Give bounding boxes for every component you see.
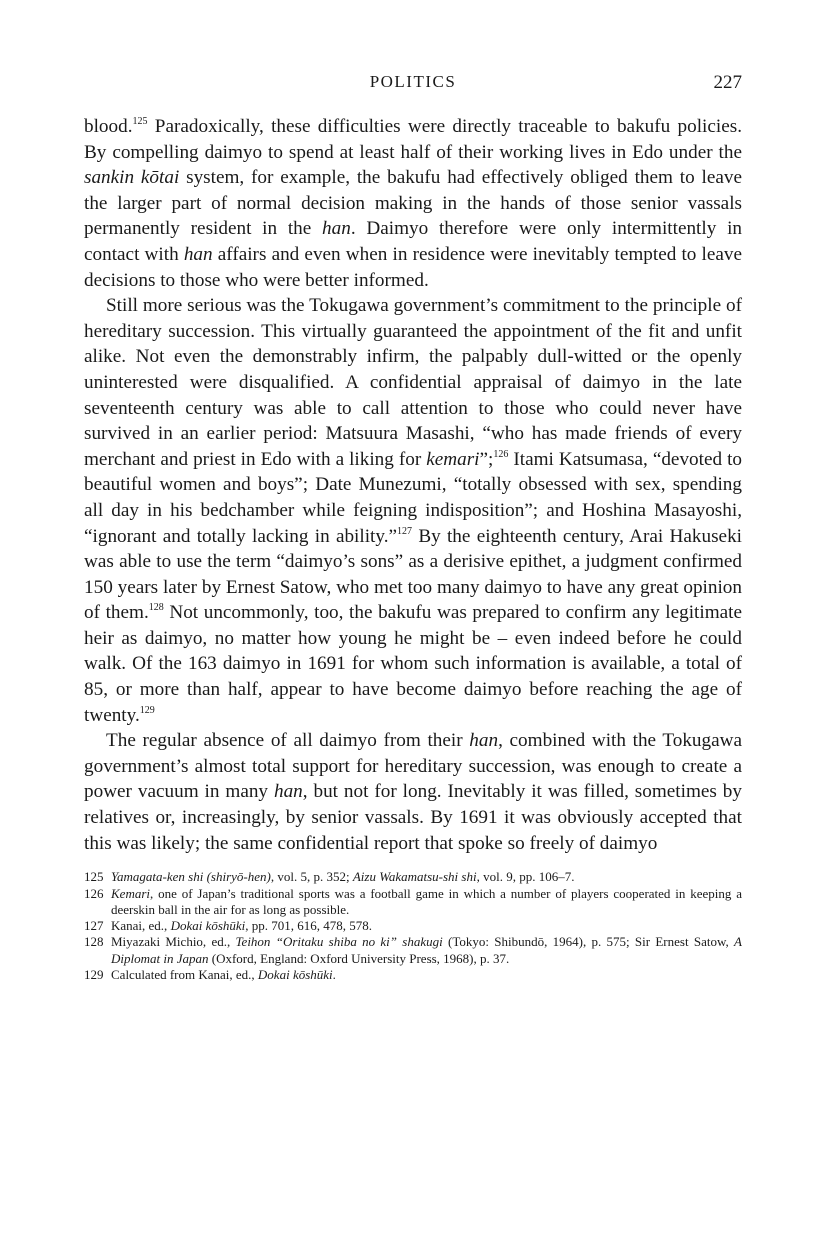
italic-term: Aizu Wakamatsu-shi shi bbox=[352, 869, 477, 885]
italic-term: A Diplomat in Japan bbox=[111, 934, 742, 966]
text-run: , vol. 9, pp. 106–7. bbox=[476, 869, 575, 885]
paragraph-3 bbox=[84, 728, 742, 856]
text-run: Still more serious was the Tokugawa government’s commitment to the principle of hereditary succession. This virtually guaranteed the appointment of the fit and unfit alike. Not even the demonstrably infirm, the palpably dull-witted or the openly uninterested were disqualified. A confidential appraisal of daimyo in the late seventeenth century was able to call attention to those who could never have survived in an earlier period: Matsuura Masashi, “who has made friends of every merchant and priest in Edo with a liking for bbox=[84, 295, 742, 470]
footnote-ref: 129 bbox=[139, 704, 155, 716]
text-run: By the eighteenth century, Arai Hakuseki was able to use the term “daimyo’s sons” as a derisive epithet, a judgment confirmed 150 years later by Ernest Satow, who met too many daimyo to have any great opinion of them. bbox=[84, 525, 743, 624]
text-run: , one of Japan’s traditional sports was a football game in which a number of players cooperated in keeping a deerskin ball in the air for as long as possible. bbox=[111, 885, 742, 917]
footnote-text bbox=[111, 934, 742, 965]
italic-term: han bbox=[183, 243, 213, 265]
footnote-text bbox=[111, 967, 336, 982]
text-run: Not uncommonly, too, the bakufu was prepared to confirm any legitimate heir as daimyo, no matter how young he might be – even indeed before he could walk. Of the 163 daimyo in 1691 for whom such information is available, a total of 85, or more than half, appear to have become daimyo before reaching the age of twenty. bbox=[84, 602, 742, 726]
italic-term: Dokai kōshūki bbox=[170, 918, 246, 934]
text-run: (Oxford, England: Oxford University Press, 1968), p. 37. bbox=[208, 950, 510, 966]
italic-term: kemari bbox=[426, 448, 480, 470]
footnote-number: 126 bbox=[84, 885, 104, 901]
text-run: Calculated from Kanai, ed., bbox=[111, 967, 258, 982]
text-run: Itami Katsumasa, “devoted to beautiful women and boys”; Date Munezumi, “totally obsessed with sex, spending all day in his bedchamber while feigning indisposition”; and Hoshina Masayoshi, “ignorant and totally lacking in ability.” bbox=[84, 448, 742, 547]
text-run: , pp. 701, 616, 478, 578. bbox=[245, 918, 373, 934]
text-run: , vol. 5, p. 352; bbox=[270, 869, 353, 885]
italic-term: Kemari bbox=[111, 885, 150, 901]
footnote-ref: 125 bbox=[132, 116, 148, 127]
footnote-text bbox=[111, 918, 372, 933]
book-page bbox=[84, 62, 742, 983]
text-run: ”; bbox=[479, 448, 494, 470]
italic-term: sankin kōtai bbox=[84, 167, 180, 189]
text-run: , combined with the Tokugawa government’s almost total support for hereditary succession, was enough to create a power vacuum in many bbox=[84, 730, 743, 803]
footnote-text bbox=[111, 886, 742, 917]
text-run: system, for example, the bakufu had effectively obliged them to leave the larger part of normal decision making in the hands of those senior vassals permanently resident in the bbox=[84, 167, 742, 240]
text-run: (Tokyo: Shibundō, 1964), p. 575; Sir Ernest Satow, bbox=[442, 934, 735, 950]
footnote-number: 129 bbox=[84, 967, 104, 982]
footnote-ref: 127 bbox=[397, 525, 413, 537]
text-run: Kanai, ed., bbox=[111, 918, 171, 934]
footnote-ref: 128 bbox=[148, 602, 164, 614]
footnote-number: 128 bbox=[84, 934, 104, 950]
text-run: Paradoxically, these difficulties were directly traceable to bakufu policies. By compelling daimyo to spend at least half of their working lives in Edo under the bbox=[84, 116, 742, 163]
text-run: affairs and even when in residence were inevitably tempted to leave decisions to those who were better informed. bbox=[84, 243, 743, 291]
text-run: The regular absence of all daimyo from their bbox=[106, 730, 470, 752]
italic-term: han bbox=[322, 218, 351, 240]
footnote-126 bbox=[84, 886, 742, 919]
footnote-ref: 126 bbox=[493, 448, 509, 460]
footnote-128 bbox=[84, 934, 742, 967]
italic-term: Teihon “Oritaku shiba no ki” shakugi bbox=[235, 934, 443, 950]
text-run: . Daimyo therefore were only intermittently in contact with bbox=[84, 218, 742, 265]
running-head bbox=[84, 62, 742, 92]
text-run: . bbox=[332, 967, 336, 982]
text-run: blood. bbox=[84, 116, 133, 137]
text-run: , but not for long. Inevitably it was filled, sometimes by relatives or, increasingly, by senior vassals. By 1691 it was obviously accepted that this was likely; the same confidential report that spoke so freely of daimyo bbox=[84, 781, 742, 854]
footnote-129 bbox=[84, 967, 742, 983]
running-head-title: POLITICS bbox=[369, 72, 457, 91]
page-number: 227 bbox=[713, 72, 742, 93]
italic-term: han bbox=[273, 781, 303, 803]
italic-term: han bbox=[469, 730, 499, 752]
italic-term: Yamagata-ken shi (shiryō-hen) bbox=[111, 869, 271, 885]
footnote-number: 125 bbox=[84, 869, 104, 885]
footnote-number: 127 bbox=[84, 918, 104, 934]
footnote-125 bbox=[84, 869, 742, 885]
paragraph-2 bbox=[84, 293, 742, 728]
footnotes bbox=[84, 869, 742, 983]
paragraph-1 bbox=[84, 114, 742, 293]
body-text bbox=[84, 114, 742, 856]
footnote-text bbox=[111, 869, 574, 884]
footnote-127 bbox=[84, 918, 742, 934]
italic-term: Dokai kōshūki bbox=[257, 967, 333, 982]
text-run: Miyazaki Michio, ed., bbox=[111, 934, 236, 950]
